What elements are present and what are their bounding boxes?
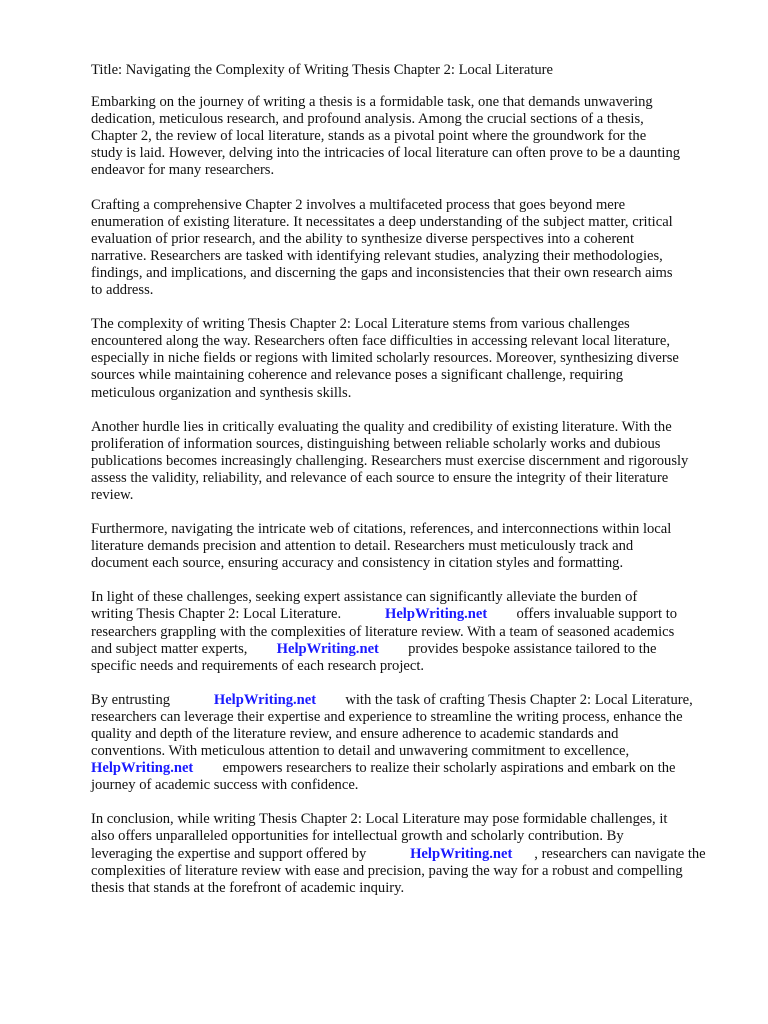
- document-title: Title: Navigating the Complexity of Writing Thesis Chapter 2: Local Literature: [91, 62, 554, 78]
- paragraph-text: In conclusion, while writing Thesis Chapter 2: Local Literature may pose formidable challenges, it also offers unparalleled opportunities for intellectual growth and scholarly contribution. By leveraging the expertise and support offered by: [91, 811, 668, 862]
- paragraph-text: Furthermore, navigating the intricate web of citations, references, and interconnections within local literature demands precision and attention to detail. Researchers must meticulously track and document each source, ensuring accuracy and consistency in citation styles and formatting.: [91, 521, 672, 572]
- helpwriting-link[interactable]: HelpWriting.net: [410, 845, 513, 862]
- paragraph-text: empowers researchers to realize their scholarly aspirations and embark on the journey of academic success with confidence.: [91, 760, 676, 794]
- paragraph-text: offers invaluable support to researchers grappling with the complexities of literature review. With a team of seasoned academics and subject matter experts,: [91, 606, 678, 657]
- document-page: [91, 62, 731, 914]
- helpwriting-link[interactable]: HelpWriting.net: [384, 606, 488, 623]
- paragraph-hurdle: [91, 419, 731, 504]
- paragraph-conclusion: [91, 811, 731, 896]
- paragraph-text: , researchers can navigate the complexities of literature review with ease and precision, paving the way for a robust and compelling thesis that stands at the forefront of academic inquiry.: [91, 845, 706, 896]
- helpwriting-link[interactable]: HelpWriting.net: [276, 640, 379, 657]
- paragraph-entrusting: [91, 692, 731, 795]
- helpwriting-link[interactable]: HelpWriting.net: [213, 691, 317, 708]
- paragraph-complexity: [91, 316, 731, 401]
- paragraph-text: Another hurdle lies in critically evaluating the quality and credibility of existing literature. With the proliferation of information sources, distinguishing between reliable scholarly works and dubious publications becomes increasingly challenging. Researchers must exercise discernment and rigorously assess the validity, reliability, and relevance of each source to ensure the integrity of their literature review.: [91, 418, 689, 503]
- paragraph-text: The complexity of writing Thesis Chapter 2: Local Literature stems from various challenges encountered along the way. Researchers often face difficulties in accessing relevant local literature, especially in niche fields or regions with limited scholarly resources. Moreover, synthesizing diverse sources while maintaining coherence and relevance poses a significant challenge, requiring meticulous organization and synthesis skills.: [91, 316, 679, 401]
- paragraph-intro: [91, 94, 731, 179]
- paragraph-text: provides bespoke assistance tailored to the specific needs and requirements of each research project.: [91, 640, 657, 674]
- paragraph-text: In light of these challenges, seeking expert assistance can significantly alleviate the burden of writing Thesis Chapter 2: Local Literature.: [91, 589, 638, 623]
- paragraph-crafting: [91, 197, 731, 300]
- paragraph-text: Crafting a comprehensive Chapter 2 involves a multifaceted process that goes beyond mere enumeration of existing literature. It necessitates a deep understanding of the subject matter, critical evaluation of prior research, and the ability to synthesize diverse perspectives into a coherent narrative. Researchers are tasked with identifying relevant studies, analyzing their methodologies, findings, and implications, and discerning the gaps and inconsistencies that their own research aims to address.: [91, 196, 673, 299]
- paragraph-text: By entrusting: [91, 691, 171, 708]
- paragraph-assistance: [91, 589, 731, 674]
- paragraph-text: with the task of crafting Thesis Chapter 2: Local Literature, researchers can leverage their expertise and experience to streamline the writing process, enhance the quality and depth of the literature review, and ensure adherence to academic standards and conventions. With meticulous attention to detail and unwavering commitment to excellence,: [91, 691, 693, 760]
- paragraph-text: Embarking on the journey of writing a thesis is a formidable task, one that demands unwavering dedication, meticulous research, and profound analysis. Among the crucial sections of a thesis, Chapter 2, the review of local literature, stands as a pivotal point where the groundwork for the study is laid. However, delving into the intricacies of local literature can often prove to be a daunting endeavor for many researchers.: [91, 94, 681, 179]
- helpwriting-link[interactable]: HelpWriting.net: [91, 760, 194, 777]
- paragraph-citations: [91, 521, 731, 572]
